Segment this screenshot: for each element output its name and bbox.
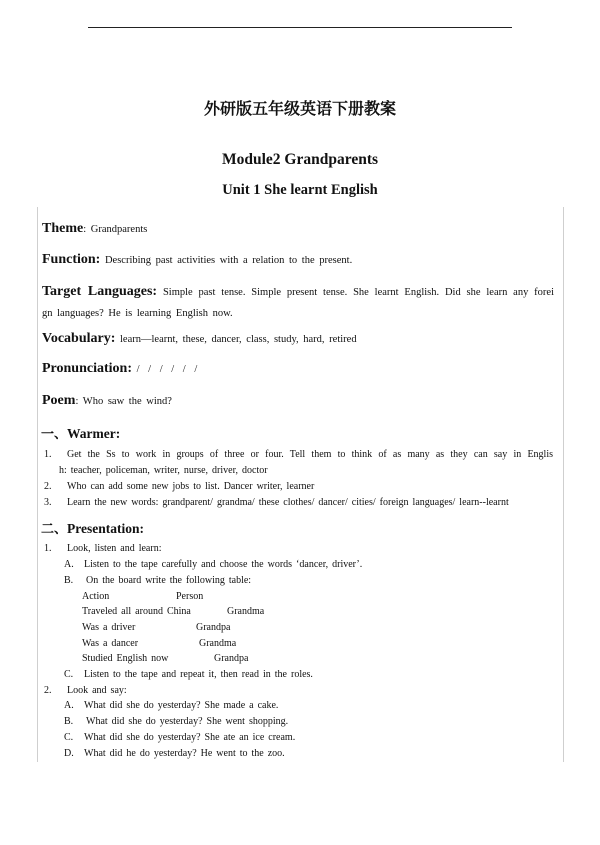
content-frame-right [563, 207, 564, 762]
pronunciation-label: Pronunciation: [42, 361, 132, 376]
warmer-item-1-number: 1. [44, 449, 52, 460]
document-title: 外研版五年级英语下册教案 [203, 99, 396, 118]
warmer-heading [41, 423, 120, 442]
presentation-title: Presentation: [67, 521, 145, 536]
presentation-item-2-number: 2. [44, 685, 52, 696]
look-say-a-text: What did she do yesterday? She made a cake. [84, 700, 279, 711]
presentation-sub-a-text: Listen to the tape carefully and choose the words ‘dancer, driver’. [84, 559, 363, 570]
presentation-sub-c-text: Listen to the tape and repeat it, then read in the roles. [84, 669, 313, 680]
target-row-continued [42, 308, 554, 319]
table-row-3-action: Was a dancer [82, 638, 139, 649]
theme-colon: : [83, 224, 87, 235]
look-say-d-letter: D. [64, 748, 74, 759]
theme-label: Theme [42, 221, 84, 236]
presentation-sub-a-letter: A. [64, 559, 74, 570]
unit-title: Unit 1 She learnt English [222, 182, 378, 198]
table-header-person: Person [176, 591, 204, 602]
presentation-sub-b-letter: B. [64, 575, 74, 586]
vocabulary-text: learn—learnt, these, dancer, class, study, hard, retired [120, 334, 357, 345]
warmer-item-3-number: 3. [44, 497, 52, 508]
function-row [42, 252, 554, 268]
function-text: Describing past activities with a relation to the present. [104, 255, 353, 266]
table-row-2-person: Grandpa [196, 622, 231, 633]
warmer-item-1-line2: h: teacher, policeman, writer, nurse, driver, doctor [59, 465, 268, 476]
poem-row [42, 393, 554, 409]
poem-label: Poem [42, 393, 76, 408]
target-row [42, 284, 554, 300]
poem-text: Who saw the wind? [82, 396, 172, 407]
warmer-item-1-line1: Get the Ss to work in groups of three or four. Tell them to think of as many as they can say in Englis [67, 449, 553, 460]
table-header-action: Action [82, 591, 110, 602]
theme-text: Grandparents [90, 224, 148, 235]
look-say-b-text: What did she do yesterday? She went shopping. [86, 716, 289, 727]
warmer-item-3-text: Learn the new words: grandparent/ grandma/ these clothes/ dancer/ cities/ foreign languages/ learn--learnt [67, 497, 509, 508]
target-text-line2: gn languages? He is learning English now. [42, 308, 233, 319]
vocabulary-row [42, 331, 554, 347]
table-row-3-person: Grandma [199, 638, 237, 649]
warmer-title: Warmer: [67, 426, 121, 441]
header-rule [88, 27, 512, 28]
pronunciation-text: / / / / / / [136, 364, 198, 375]
module-title: Module2 Grandparents [221, 151, 379, 168]
presentation-item-1-text: Look, listen and learn: [67, 543, 162, 554]
table-row-1-action: Traveled all around China [82, 606, 191, 617]
presentation-sub-c-letter: C. [64, 669, 74, 680]
theme-row [42, 221, 554, 237]
presentation-item-1-number: 1. [44, 543, 52, 554]
table-row-2-action: Was a driver [82, 622, 136, 633]
table-row-1-person: Grandma [227, 606, 265, 617]
presentation-sub-b-text: On the board write the following table: [86, 575, 252, 586]
warmer-item-2-text: Who can add some new jobs to list. Dancer writer, learner [67, 481, 315, 492]
warmer-item-2-number: 2. [44, 481, 52, 492]
presentation-number: 二、 [41, 522, 68, 537]
pronunciation-row [42, 361, 554, 377]
vocabulary-label: Vocabulary: [42, 331, 116, 346]
look-say-b-letter: B. [64, 716, 74, 727]
look-say-a-letter: A. [64, 700, 74, 711]
table-row-4-person: Grandpa [214, 653, 249, 664]
target-label: Target Languages: [42, 284, 158, 299]
warmer-number: 一、 [41, 427, 68, 442]
content-frame-left [37, 207, 38, 762]
presentation-item-2-text: Look and say: [67, 685, 127, 696]
presentation-heading [41, 518, 144, 537]
look-say-c-letter: C. [64, 732, 74, 743]
look-say-d-text: What did he do yesterday? He went to the zoo. [84, 748, 285, 759]
poem-colon: : [75, 396, 79, 407]
function-label: Function: [42, 252, 101, 267]
target-text-line1: Simple past tense. Simple present tense. She learnt English. Did she learn any forei [162, 287, 554, 298]
table-row-4-action: Studied English now [82, 653, 169, 664]
look-say-c-text: What did she do yesterday? She ate an ice cream. [84, 732, 296, 743]
